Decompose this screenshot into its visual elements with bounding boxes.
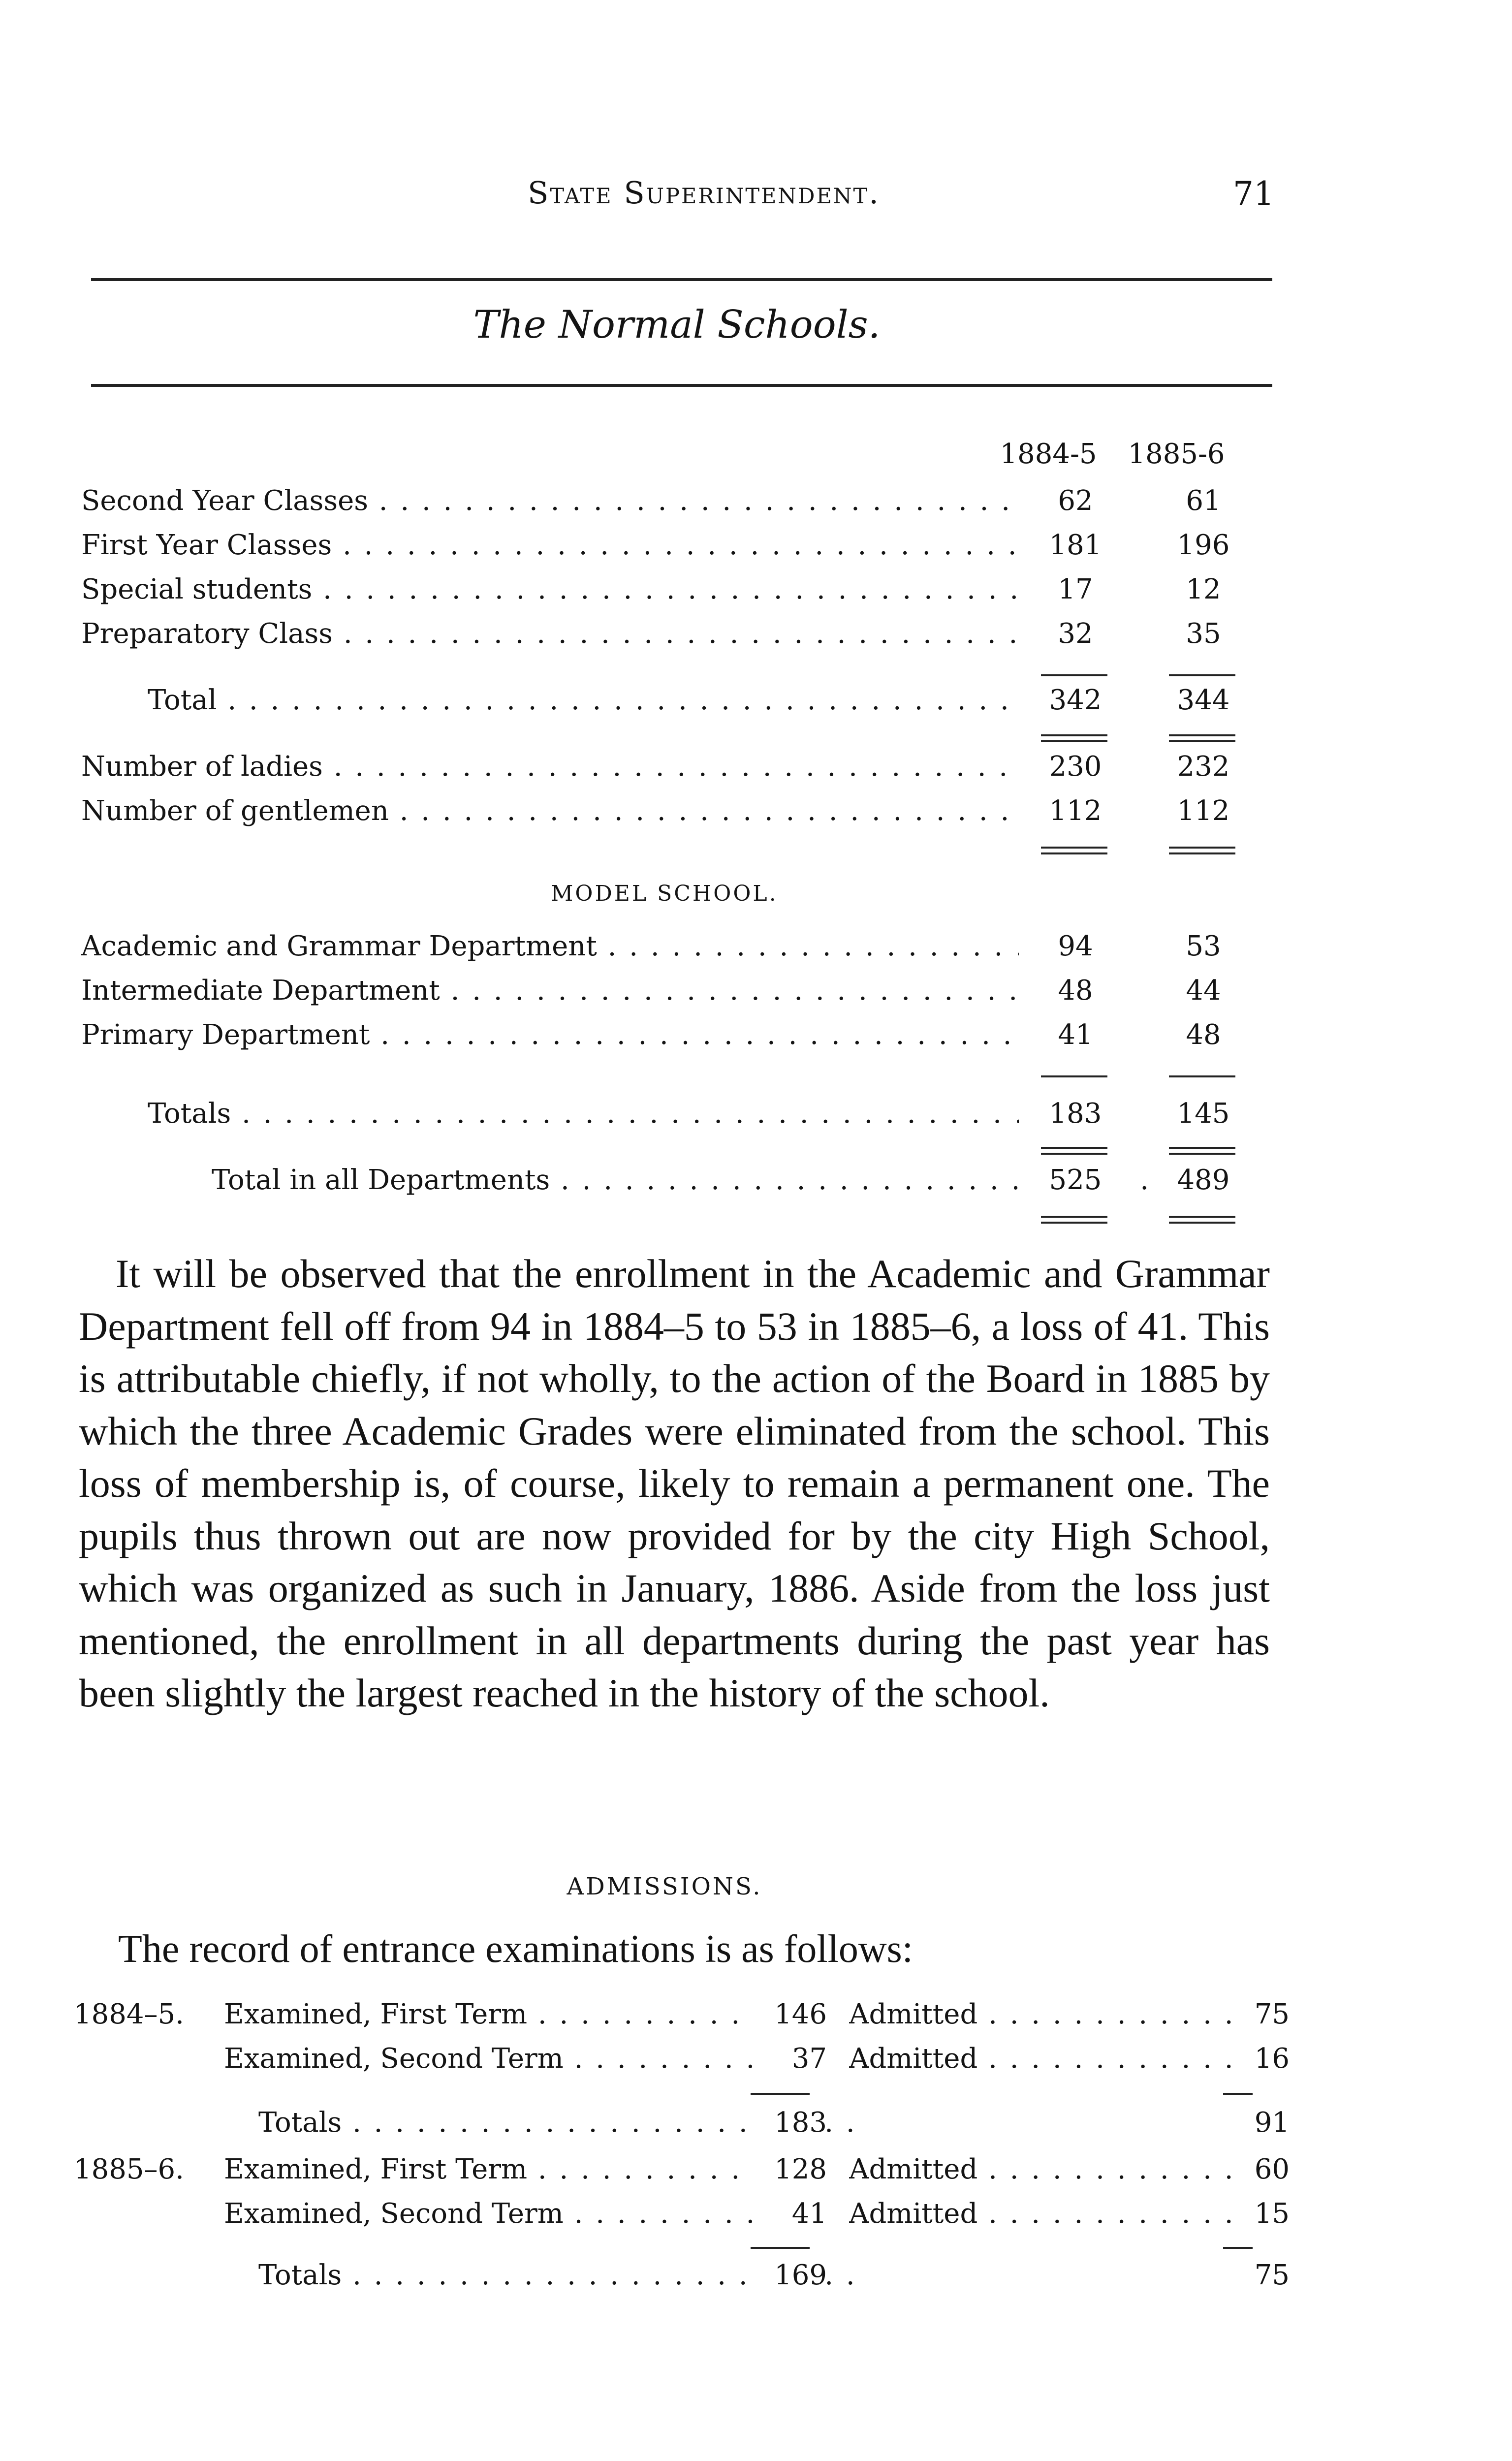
admitted-total: 75 — [1245, 2259, 1290, 2291]
double-line — [1041, 740, 1107, 742]
admissions-row — [74, 2153, 1290, 2198]
examined-value: 128 — [753, 2153, 827, 2185]
examined-total: 183 — [753, 2107, 827, 2139]
value-1885: 48 — [1147, 1019, 1260, 1051]
sum-line — [1169, 674, 1235, 676]
sum-line — [1169, 1075, 1235, 1077]
value-1884: 41 — [1019, 1019, 1132, 1051]
admitted-label: Admitted . . . — [849, 2198, 1267, 2230]
examined-value: 41 — [753, 2198, 827, 2230]
running-header — [0, 175, 1512, 219]
row-label: Intermediate Department . . . — [81, 975, 1026, 1007]
admitted-label: Admitted . . . — [849, 2043, 1267, 2075]
value-1885: 344 — [1147, 684, 1260, 716]
table-row — [81, 1019, 1282, 1063]
examined-value: 37 — [753, 2043, 827, 2075]
table-row — [81, 975, 1282, 1019]
sum-line — [1041, 1075, 1107, 1077]
admissions-intro: The record of entrance examinations is as follows: — [118, 1927, 913, 1971]
value-1885: 61 — [1147, 485, 1260, 517]
value-1885: 35 — [1147, 618, 1260, 650]
column-header-1885: 1885-6 — [1128, 438, 1225, 470]
row-label: Special students . . . — [81, 573, 1026, 605]
table-row — [81, 751, 1282, 795]
admitted-label: Admitted . . . — [849, 1998, 1267, 2030]
double-line — [1041, 1216, 1107, 1218]
double-line — [1169, 847, 1235, 849]
value-1884: 525 — [1019, 1164, 1132, 1196]
table-row — [81, 618, 1282, 662]
value-1884: 230 — [1019, 751, 1132, 783]
sum-line — [1223, 2093, 1253, 2095]
totals-label: Totals . . . — [224, 2259, 861, 2291]
table-row — [81, 930, 1282, 975]
row-label: Total . . . — [81, 684, 1093, 716]
value-1884: 183 — [1019, 1098, 1132, 1130]
sum-line — [751, 2247, 810, 2249]
value-1884: 62 — [1019, 485, 1132, 517]
table-row — [81, 795, 1282, 839]
row-label: Primary Department . . . — [81, 1019, 1026, 1051]
examined-label: Examined, First Term . . . — [224, 2153, 827, 2185]
value-1885: 44 — [1147, 975, 1260, 1007]
admissions-row — [74, 1998, 1290, 2043]
table-row — [81, 573, 1282, 618]
row-label: First Year Classes . . . — [81, 529, 1026, 561]
double-line — [1169, 1147, 1235, 1149]
double-line — [1041, 852, 1107, 854]
double-line — [1169, 1153, 1235, 1155]
totals-row — [81, 1098, 1282, 1142]
admissions-row — [74, 2198, 1290, 2242]
sum-line — [751, 2093, 810, 2095]
row-label: Second Year Classes . . . — [81, 485, 1026, 517]
double-line — [1041, 1147, 1107, 1149]
row-label: Number of gentlemen . . . — [81, 795, 1026, 827]
double-line — [1041, 847, 1107, 849]
admissions-totals-row — [74, 2107, 1290, 2151]
admitted-label: Admitted . . . — [849, 2153, 1267, 2185]
examined-label: Examined, First Term . . . — [224, 1998, 827, 2030]
year-label: 1885–6. — [74, 2153, 184, 2185]
value-1885: 112 — [1147, 795, 1260, 827]
paragraph-text: It will be observed that the enrollment in the Academic and Grammar Department fell off from 94 in 1884–5 to 53 in 1885–6, a loss of 41. This is attributable chiefly, if not wholly, to the action of the Board in 1885 by which the three Academic Grades were eliminated from the school. This loss of membership is, of course, likely to remain a permanent one. The pupils thus thrown out are now provided for by the city High School, which was organized as such in January, 1886. Aside from the loss just mentioned, the enrollment in all departments during the past year has been slightly the largest reached in the history of the school. — [79, 1251, 1270, 1715]
value-1884: 112 — [1019, 795, 1132, 827]
double-line — [1169, 740, 1235, 742]
double-line — [1169, 734, 1235, 736]
admissions-row — [74, 2043, 1290, 2087]
examined-label: Examined, Second Term . . . — [224, 2198, 827, 2230]
title-rule — [91, 384, 1272, 387]
sum-line — [1223, 2247, 1253, 2249]
examined-total: 169 — [753, 2259, 827, 2291]
total-row — [81, 684, 1282, 728]
row-label: Preparatory Class . . . — [81, 618, 1026, 650]
sum-line — [1041, 674, 1107, 676]
admissions-heading: ADMISSIONS. — [567, 1873, 762, 1900]
model-school-heading: MODEL SCHOOL. — [551, 881, 778, 906]
value-1885: 489 — [1147, 1164, 1260, 1196]
double-line — [1041, 1153, 1107, 1155]
row-label: Number of ladies . . . — [81, 751, 1026, 783]
column-header-1884: 1884-5 — [1000, 438, 1097, 470]
value-1884: 48 — [1019, 975, 1132, 1007]
double-line — [1169, 852, 1235, 854]
examined-value: 146 — [753, 1998, 827, 2030]
examined-label: Examined, Second Term . . . — [224, 2043, 827, 2075]
double-line — [1041, 734, 1107, 736]
running-title: State Superintendent. — [528, 175, 880, 211]
admitted-value: 16 — [1245, 2043, 1290, 2075]
year-label: 1884–5. — [74, 1998, 184, 2030]
value-1885: 12 — [1147, 573, 1260, 605]
admitted-value: 75 — [1245, 1998, 1290, 2030]
value-1885: 232 — [1147, 751, 1260, 783]
page-number: 71 — [1233, 175, 1274, 213]
double-line — [1041, 1222, 1107, 1224]
value-1885: 53 — [1147, 930, 1260, 962]
section-title: The Normal Schools. — [473, 303, 881, 347]
table-row — [81, 529, 1282, 573]
header-rule — [91, 278, 1272, 281]
double-line — [1169, 1222, 1235, 1224]
value-1885: 145 — [1147, 1098, 1260, 1130]
row-label: Total in all Departments . . . — [81, 1164, 1157, 1196]
admitted-value: 15 — [1245, 2198, 1290, 2230]
body-paragraph — [79, 1248, 1270, 1720]
totals-label: Totals . . . — [224, 2107, 861, 2139]
value-1884: 94 — [1019, 930, 1132, 962]
table-row — [81, 485, 1282, 529]
admitted-value: 60 — [1245, 2153, 1290, 2185]
row-label: Totals . . . — [81, 1098, 1093, 1130]
double-line — [1169, 1216, 1235, 1218]
value-1884: 342 — [1019, 684, 1132, 716]
row-label: Academic and Grammar Department . . . — [81, 930, 1026, 962]
value-1884: 181 — [1019, 529, 1132, 561]
admissions-totals-row — [74, 2259, 1290, 2303]
admitted-total: 91 — [1245, 2107, 1290, 2139]
value-1884: 32 — [1019, 618, 1132, 650]
value-1884: 17 — [1019, 573, 1132, 605]
value-1885: 196 — [1147, 529, 1260, 561]
grand-total-row — [81, 1164, 1282, 1208]
